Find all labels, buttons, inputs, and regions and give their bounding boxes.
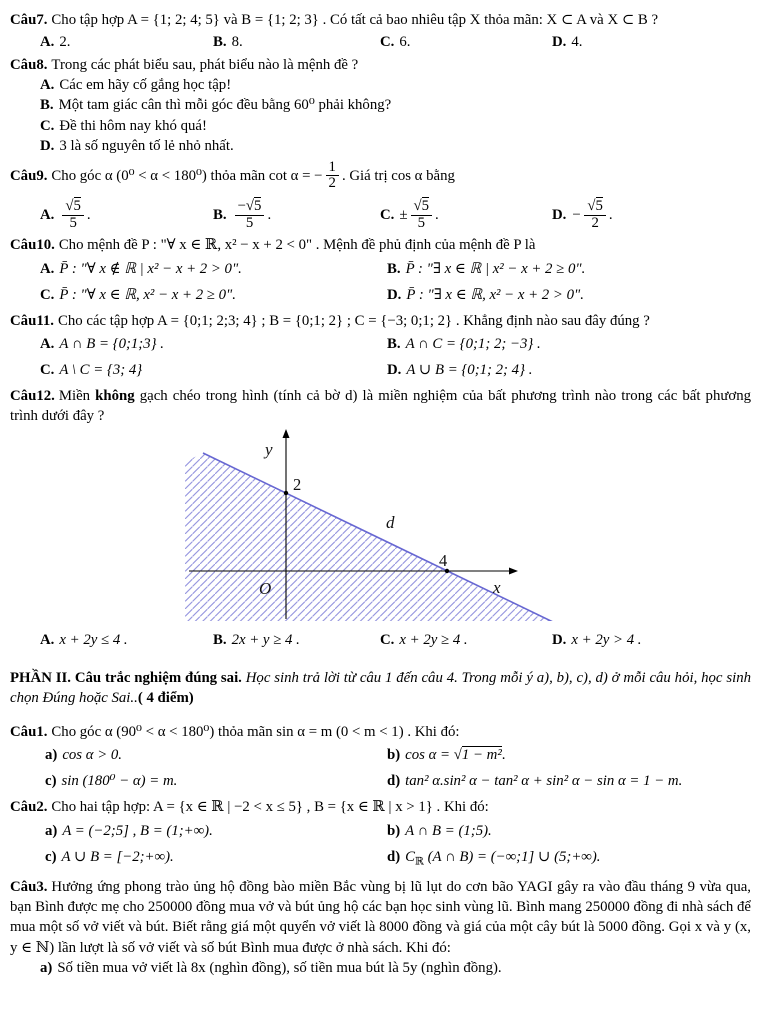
y-intercept-label: 2 [293, 474, 302, 494]
item-b [387, 743, 751, 768]
option-a-text: 2. [59, 34, 71, 51]
fraction-denominator: 5 [62, 215, 84, 232]
option-b: B. Một tam giác cân thì mỗi góc đều bằng 60⁰ phải không? [40, 97, 392, 114]
x-intercept-label: 4 [439, 550, 448, 570]
option-d [552, 198, 751, 232]
item-d-text: tan² α.sin² α − tan² α + sin² α − sin α = 1 − m. [405, 773, 683, 790]
question-2-row2 [10, 845, 751, 875]
option-a [40, 198, 213, 232]
suffix: . [86, 207, 91, 224]
item-letter: b) [387, 822, 401, 839]
question-text-after: . Giá trị cos α bằng [341, 167, 455, 184]
option-b-text: P̄ : "∃ x ∈ ℝ | x² − x + 2 ≥ 0". [405, 260, 586, 277]
question-8-options [10, 75, 751, 155]
option-a: A. P̄ : "∀ x ∉ ℝ | x² − x + 2 > 0". [40, 260, 242, 277]
question-label: Câu1. [10, 724, 48, 741]
question-7-options [10, 32, 751, 52]
x-axis-label: x [493, 577, 501, 597]
item-letter: d) [387, 773, 401, 790]
origin-label: O [259, 578, 272, 598]
question-1-stem [10, 722, 751, 742]
question-text: Cho góc α (90⁰ < α < 180⁰) thỏa mãn sin α = m (0 < m < 1) . Khi đó: [51, 724, 460, 741]
option-d: D. x + 2y > 4 . [552, 632, 642, 648]
question-10-options-row2 [10, 283, 751, 308]
radical-sign: √ [413, 198, 422, 215]
fraction [235, 199, 265, 231]
question-label: Câu3. [10, 879, 48, 896]
option-a-text: A ∩ B = {0;1;3} . [59, 335, 164, 352]
option-letter: B. [213, 207, 227, 224]
question-label: Câu11. [10, 312, 54, 329]
part2-question-2 [10, 797, 751, 874]
question-text: Cho hai tập hợp: A = {x ∈ ℝ | −2 < x ≤ 5} , B = {x ∈ ℝ | x > 1} . Khi đó: [51, 799, 489, 816]
question-12 [10, 386, 751, 650]
question-1-row2 [10, 769, 751, 794]
option-d: D. A ∪ B = {0;1; 2; 4} . [387, 361, 533, 378]
item-letter: b) [387, 747, 401, 764]
option-a: A. A ∩ B = {0;1;3} . [40, 335, 164, 352]
option-b: B. 8. [213, 34, 243, 51]
question-label: Câu2. [10, 799, 48, 816]
item-d-subscript: ℝ [415, 856, 424, 868]
radical-sign: √ [65, 198, 74, 215]
option-c: C. P̄ : "∀ x ∈ ℝ, x² − x + 2 ≥ 0". [40, 286, 236, 303]
item-b-text: A ∩ B = (1;5). [405, 822, 492, 839]
item-c-text: sin (180⁰ − α) = m. [61, 773, 178, 790]
question-9-options [10, 198, 751, 232]
item-c [45, 845, 387, 875]
option-d-text: x + 2y > 4 . [571, 632, 642, 648]
question-text-rest: gạch chéo trong hình (tính cả bờ d) là miền nghiệm của bất phương trình nào trong các bất phương trình dưới đây ? [10, 387, 751, 424]
item-a-text: A = (−2;5] , B = (1;+∞). [62, 822, 213, 839]
item-d-rest: (A ∩ B) = (−∞;1] ∪ (5;+∞). [423, 848, 601, 865]
question-11-stem [10, 311, 751, 331]
question-11-options-row1 [10, 332, 751, 357]
option-b-text: 8. [231, 34, 243, 51]
option-d-text: P̄ : "∃ x ∈ ℝ, x² − x + 2 > 0". [406, 286, 584, 303]
item-b-pre: cos α = √ [405, 747, 462, 764]
fraction-denominator: 2 [326, 175, 339, 192]
option-c: C. Đề thi hôm nay khó quá! [40, 117, 207, 134]
part2-question-1 [10, 722, 751, 794]
question-11 [10, 311, 751, 383]
option-letter: A. [40, 207, 55, 224]
option-b: B. 2x + y ≥ 4 . [213, 632, 300, 648]
y-axis-label: y [265, 439, 273, 459]
question-8-stem [10, 55, 751, 75]
option-letter: D. [552, 207, 567, 224]
question-7 [10, 10, 751, 52]
radicand: 5 [254, 198, 262, 215]
suffix: . [435, 207, 439, 224]
fraction-denominator: 2 [584, 215, 606, 232]
question-text: Miền [58, 387, 96, 404]
option-b-text: Một tam giác cân thì mỗi góc đều bằng 60⁰ phải không? [58, 97, 392, 114]
question-7-stem [10, 10, 751, 30]
question-2-row1 [10, 819, 751, 844]
item-letter: a) [40, 959, 53, 976]
question-text: Trong các phát biểu sau, phát biểu nào là mệnh đề ? [51, 57, 359, 74]
question-10-stem [10, 235, 751, 255]
option-c [380, 198, 552, 232]
option-b [213, 198, 380, 232]
option-a-text: Các em hãy cố gắng học tập! [59, 77, 232, 94]
part2-header [10, 668, 751, 708]
option-b: B. P̄ : "∃ x ∈ ℝ | x² − x + 2 ≥ 0". [387, 260, 586, 277]
option-c-text: A \ C = {3; 4} [59, 361, 143, 378]
question-9-stem [10, 159, 751, 193]
item-c-text: A ∪ B = [−2;+∞). [61, 848, 174, 865]
line-d-label: d [386, 512, 395, 532]
question-text: Cho mệnh đề P : "∀ x ∈ ℝ, x² − x + 2 < 0" . Mệnh đề phủ định của mệnh đề P là [58, 237, 536, 254]
fraction [326, 160, 339, 192]
option-a: A. 2. [40, 34, 71, 51]
item-d [387, 845, 751, 875]
item-a-text: cos α > 0. [62, 747, 122, 764]
suffix: . [267, 207, 272, 224]
y-intercept-point [284, 491, 288, 495]
option-c-text: P̄ : "∀ x ∈ ℝ, x² − x + 2 ≥ 0". [59, 286, 236, 303]
item-c [45, 769, 387, 794]
fraction [62, 199, 84, 231]
option-b-text: 2x + y ≥ 4 . [231, 632, 300, 648]
question-11-options-row2 [10, 358, 751, 383]
item-b [387, 819, 751, 844]
item-letter: a) [45, 747, 58, 764]
item-b-radicand: 1 − m² [461, 747, 502, 764]
radicand: 5 [421, 198, 430, 215]
item-b-suffix: . [501, 747, 506, 764]
fraction-denominator: 5 [411, 215, 433, 232]
item-letter: c) [45, 773, 57, 790]
item-letter: a) [45, 822, 58, 839]
part2-points: ( 4 điểm) [137, 690, 194, 707]
option-d-text: 4. [571, 34, 583, 51]
radical-sign: √ [587, 198, 596, 215]
fraction [584, 199, 606, 231]
question-3-stem [10, 877, 751, 957]
part2-title: PHẦN II. Câu trắc nghiệm đúng sai. [10, 670, 242, 687]
option-a: A. x + 2y ≤ 4 . [40, 632, 128, 648]
sign: − [571, 207, 582, 224]
item-letter: c) [45, 848, 57, 865]
question-2-stem [10, 797, 751, 817]
question-text-before: Cho góc α (0⁰ < α < 180⁰) thỏa mãn cot α = − [51, 167, 323, 184]
question-12-stem [10, 386, 751, 426]
suffix: . [608, 207, 613, 224]
y-axis-arrow [283, 429, 290, 438]
question-label: Câu8. [10, 57, 48, 74]
option-b: B. A ∩ C = {0;1; 2; −3} . [387, 335, 541, 352]
inequality-graph [185, 429, 751, 627]
question-8 [10, 55, 751, 156]
option-d: D. 4. [552, 34, 583, 51]
item-a [45, 743, 387, 768]
option-c: C. A \ C = {3; 4} [40, 361, 143, 378]
item-d [387, 769, 751, 794]
option-a-text: P̄ : "∀ x ∉ ℝ | x² − x + 2 > 0". [59, 260, 242, 277]
item-d-symbol: C [405, 848, 416, 865]
question-10-options-row1 [10, 257, 751, 282]
question-12-options [10, 630, 751, 650]
option-b-text: A ∩ C = {0;1; 2; −3} . [405, 335, 541, 352]
part2-instruction: Học sinh trả lời từ câu 1 đến câu 4. Trong mỗi ý a), b), c), d) ở mỗi câu hỏi, học sinh chọn Đúng hoặc Sai.. [10, 670, 751, 707]
sign: ± [399, 207, 408, 224]
fraction-denominator: 5 [235, 215, 265, 232]
question-10 [10, 235, 751, 307]
radical-sign: −√ [237, 198, 255, 215]
option-c-text: Đề thi hôm nay khó quá! [59, 117, 207, 134]
question-text: Cho tập hợp A = {1; 2; 4; 5} và B = {1; 2; 3} . Có tất cả bao nhiêu tập X thỏa mãn: X ⊂ A và X ⊂ B ? [51, 12, 659, 28]
fraction-numerator: 1 [328, 158, 336, 175]
option-a: A. Các em hãy cố gắng học tập! [40, 77, 232, 94]
item-letter: d) [387, 848, 401, 865]
option-letter: C. [380, 207, 395, 224]
question-label: Câu10. [10, 237, 55, 254]
question-9 [10, 159, 751, 233]
option-c-text: 6. [399, 34, 411, 51]
option-c: C. x + 2y ≥ 4 . [380, 632, 468, 648]
question-label: Câu7. [10, 12, 48, 28]
option-d-text: A ∪ B = {0;1; 2; 4} . [406, 361, 533, 378]
fraction [411, 199, 433, 231]
question-3-item-a [10, 958, 751, 978]
question-text: Cho các tập hợp A = {0;1; 2;3; 4} ; B = {0;1; 2} ; C = {−3; 0;1; 2} . Khẳng định nào sau đây đúng ? [58, 312, 650, 329]
option-c: C. 6. [380, 34, 411, 51]
option-c-text: x + 2y ≥ 4 . [399, 632, 468, 648]
option-d-text: 3 là số nguyên tố lẻ nhỏ nhất. [59, 137, 234, 154]
option-d: D. 3 là số nguyên tố lẻ nhỏ nhất. [40, 137, 234, 154]
x-axis-arrow [509, 567, 518, 574]
question-label: Câu12. [10, 387, 55, 404]
part2-question-3 [10, 877, 751, 978]
radicand: 5 [595, 198, 603, 215]
question-label: Câu9. [10, 167, 48, 184]
item-a-text: Số tiền mua vở viết là 8x (nghìn đồng), số tiền mua bút là 5y (nghìn đồng). [57, 959, 502, 976]
question-text-bold: không [95, 387, 135, 404]
option-d: D. P̄ : "∃ x ∈ ℝ, x² − x + 2 > 0". [387, 286, 584, 303]
q12-graph-svg [185, 429, 560, 621]
radicand: 5 [73, 198, 81, 215]
question-text: Hưởng ứng phong trào ủng hộ đồng bào miền Bắc vùng bị lũ lụt do cơn bão YAGI gây ra vào đầu tháng 9 vừa qua, bạn Bình được mẹ cho 250000 đồng mua vở và bút ủng hộ các bạn học sinh vùng lũ. Bình mang 250000 đồng đi nhà sách để mua một số vở viết và bút. Biết rằng giá một quyển vở viết là 8000 đồng và giá của một cây bút là 5000 đồng. Gọi x và y (x, y ∈ ℕ) lần lượt là số vở viết và số bút Bình mua được ở nhà sách. Khi đó: [10, 879, 751, 956]
option-a-text: x + 2y ≤ 4 . [59, 632, 128, 648]
item-a [45, 819, 387, 844]
question-1-row1 [10, 743, 751, 768]
